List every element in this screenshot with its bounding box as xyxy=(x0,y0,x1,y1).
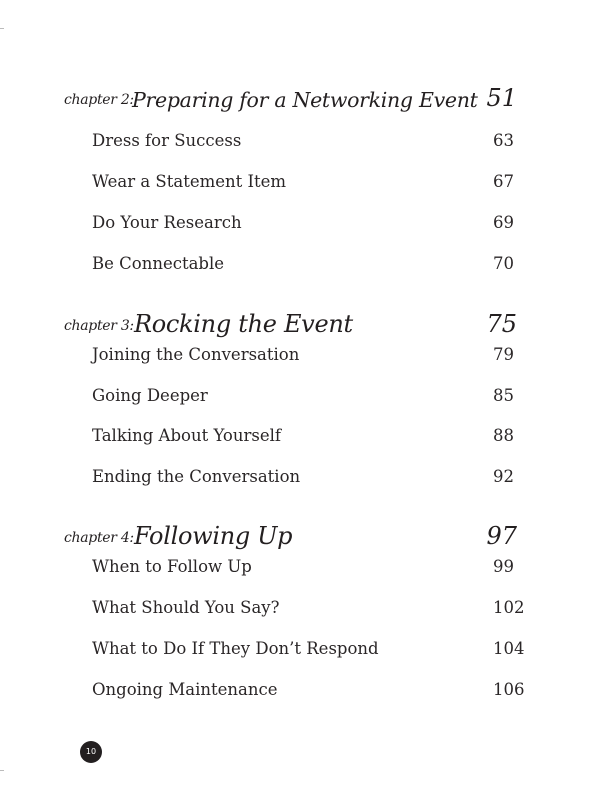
crop-mark xyxy=(0,28,4,29)
entry-title: Ending the Conversation xyxy=(92,467,301,486)
toc-entry xyxy=(92,424,517,448)
chapter-heading xyxy=(64,298,517,338)
chapter-title: Following Up xyxy=(134,522,293,550)
toc-entry xyxy=(92,678,525,702)
chapter-label: chapter 2: xyxy=(64,92,134,108)
chapter-page-number: 97 xyxy=(486,522,517,550)
toc-entry xyxy=(92,129,517,153)
entry-title: Dress for Success xyxy=(92,131,242,150)
chapter-label: chapter 3: xyxy=(64,318,134,334)
toc-entry xyxy=(92,596,525,620)
toc-entry xyxy=(92,555,517,579)
toc-entry xyxy=(92,384,517,408)
toc-entry xyxy=(92,252,517,276)
entry-title: What to Do If They Don’t Respond xyxy=(92,639,379,658)
entry-title: Do Your Research xyxy=(92,213,242,232)
entry-page-number: 70 xyxy=(493,254,514,273)
entry-page-number: 92 xyxy=(493,467,514,486)
entry-title: Joining the Conversation xyxy=(92,345,300,364)
entry-title: When to Follow Up xyxy=(92,557,252,576)
entry-page-number: 104 xyxy=(493,639,525,658)
chapter-page-number: 75 xyxy=(486,310,517,338)
chapter-label: chapter 4: xyxy=(64,530,134,546)
chapter-page-number: 51 xyxy=(486,84,517,112)
entry-title: Wear a Statement Item xyxy=(92,172,287,191)
toc-entry xyxy=(92,637,525,661)
entry-page-number: 106 xyxy=(493,680,525,699)
entry-page-number: 85 xyxy=(493,386,514,405)
chapter-title: Preparing for a Networking Event xyxy=(132,88,478,112)
toc-entry xyxy=(92,170,517,194)
entry-page-number: 79 xyxy=(493,345,514,364)
chapter-heading xyxy=(64,72,517,112)
toc-entry xyxy=(92,343,517,367)
chapter-heading xyxy=(64,510,517,550)
toc-entry xyxy=(92,465,517,489)
crop-mark xyxy=(0,770,4,771)
entry-title: What Should You Say? xyxy=(92,598,280,617)
entry-page-number: 67 xyxy=(493,172,514,191)
entry-page-number: 88 xyxy=(493,426,514,445)
entry-page-number: 102 xyxy=(493,598,525,617)
page-number-badge: 10 xyxy=(80,741,102,763)
entry-title: Talking About Yourself xyxy=(92,426,281,445)
toc-entry xyxy=(92,211,517,235)
entry-page-number: 99 xyxy=(493,557,514,576)
entry-title: Ongoing Maintenance xyxy=(92,680,278,699)
chapter-title: Rocking the Event xyxy=(134,310,353,338)
entry-title: Going Deeper xyxy=(92,386,208,405)
entry-page-number: 69 xyxy=(493,213,514,232)
entry-title: Be Connectable xyxy=(92,254,225,273)
entry-page-number: 63 xyxy=(493,131,514,150)
